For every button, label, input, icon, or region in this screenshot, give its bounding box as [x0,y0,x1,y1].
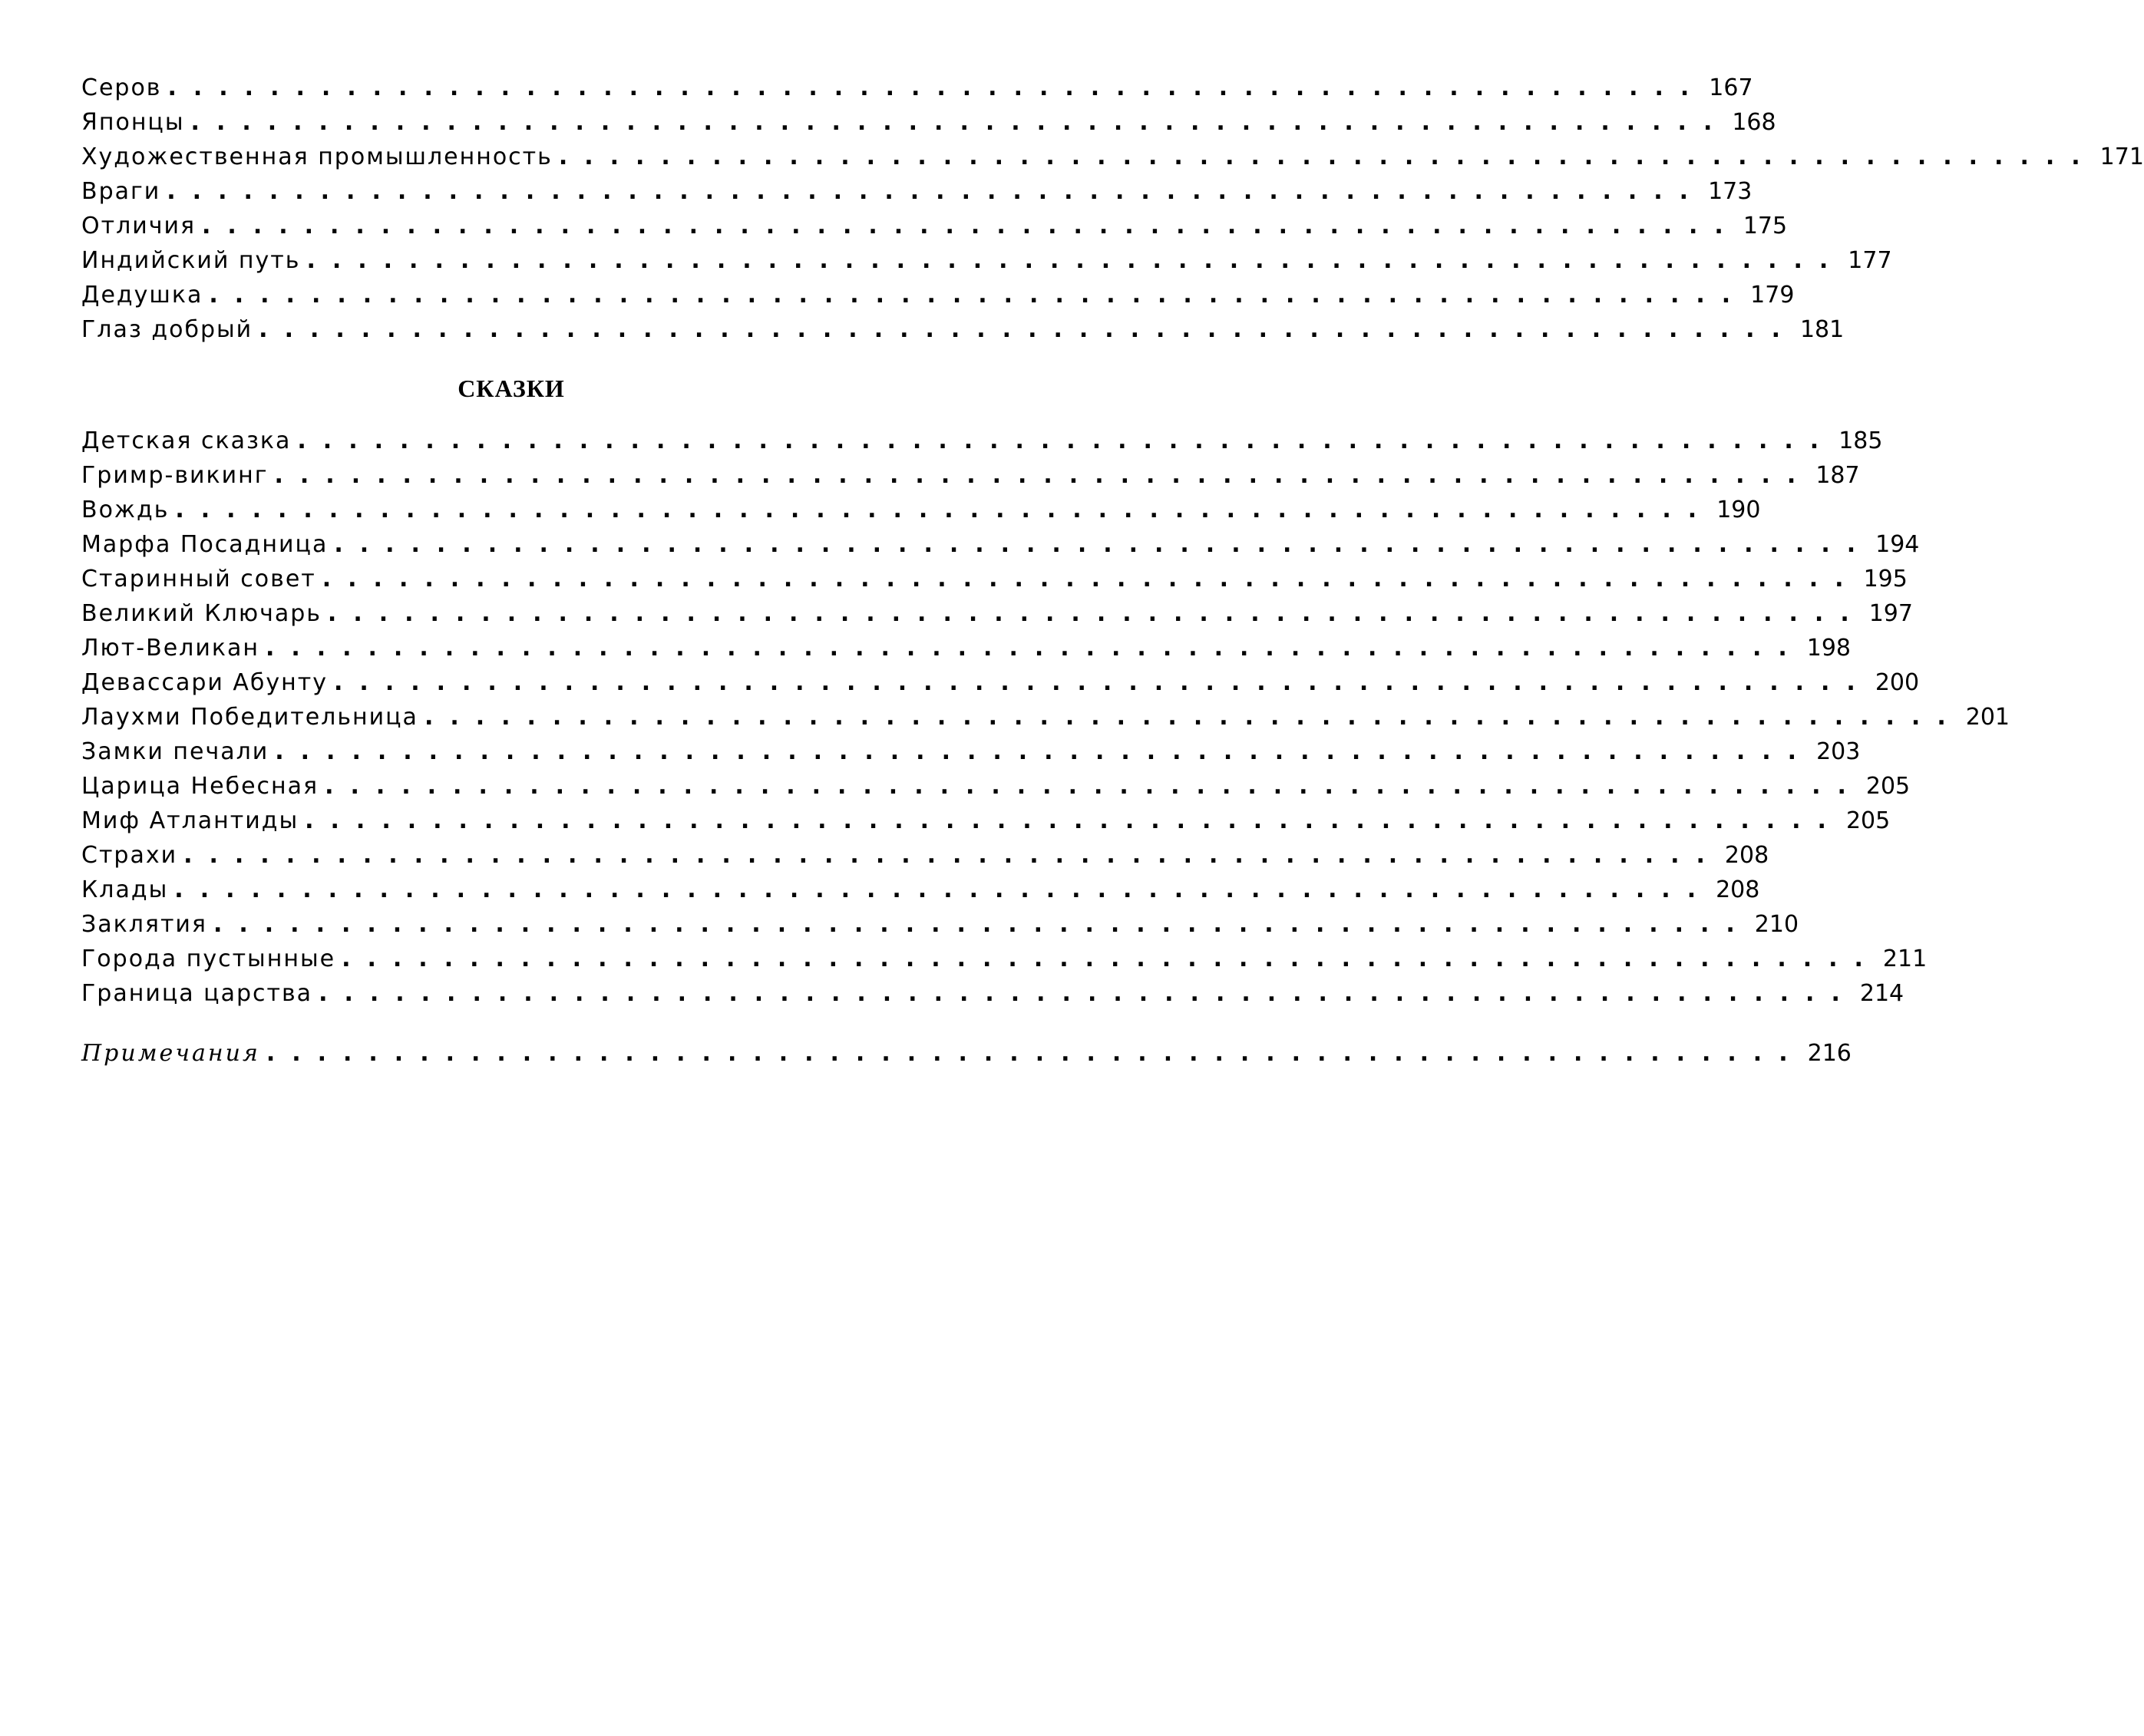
entry-title: Художественная промышленность [81,144,553,170]
entry-page-number: 197 [1868,600,1913,627]
section-heading-tales: СКАЗКИ [458,375,565,402]
toc-entry[interactable] [81,700,2010,734]
toc-entry[interactable] [81,209,1788,243]
dot-leader: ............................................................ [175,497,1714,523]
entry-title: Японцы [81,109,185,136]
dot-leader: ............................................................ [274,462,1813,489]
toc-entry[interactable] [81,907,1799,942]
toc-entry[interactable] [81,71,1753,105]
dot-leader: ............................................................ [202,213,1740,239]
toc-entry-notes[interactable] [81,1036,1852,1071]
entry-title: Царица Небесная [81,773,319,800]
dot-leader: ............................................................ [322,566,1861,592]
entry-page-number: 201 [1965,704,2010,731]
entry-page-number: 177 [1848,247,1892,274]
dot-leader: ............................................................ [297,427,1836,454]
dot-leader: ............................................................ [265,635,1804,662]
entry-title: Вождь [81,497,170,523]
entry-page-number: 214 [1859,980,1904,1007]
entry-title: Страхи [81,842,178,869]
entry-page-number: 216 [1807,1040,1852,1067]
dot-leader: ............................................................ [213,911,1752,938]
dot-leader: ............................................................ [174,876,1713,903]
entry-title: Миф Атлантиды [81,807,299,834]
entry-page-number: 205 [1845,807,1891,834]
toc-entry[interactable] [81,631,1852,665]
entry-page-number: 203 [1816,738,1861,765]
toc-entry[interactable] [81,976,1904,1011]
toc-list-tales [81,424,2010,1011]
dot-leader: ............................................................ [334,669,1872,696]
entry-page-number: 210 [1754,911,1799,938]
entry-page-number: 167 [1709,74,1753,101]
entry-title: Города пустынные [81,946,336,972]
entry-title: Граница царства [81,980,313,1007]
toc-entry[interactable] [81,278,1795,312]
dot-leader: ............................................................ [183,842,1722,869]
entry-title: Заклятия [81,911,207,938]
entry-page-number: 208 [1716,876,1760,903]
entry-page-number: 195 [1863,566,1908,592]
toc-entry[interactable] [81,596,1913,631]
dot-leader: ............................................................ [327,600,1866,627]
entry-title: Марфа Посадница [81,531,329,558]
entry-title: Девассари Абунту [81,669,329,696]
dot-leader: ............................................................ [209,282,1748,309]
toc-entry[interactable] [81,942,1928,976]
dot-leader: ............................................................ [558,144,2097,170]
toc-entry[interactable] [81,873,1760,907]
entry-title: Замки печали [81,738,269,765]
entry-page-number: 194 [1875,531,1920,558]
dot-leader: ............................................................ [319,980,1857,1007]
toc-entry[interactable] [81,312,1845,347]
toc-entry[interactable] [81,804,1891,838]
dot-leader: ............................................................ [334,531,1873,558]
entry-title: Гримр-викинг [81,462,269,489]
entry-page-number: 179 [1750,282,1795,309]
entry-page-number: 173 [1708,178,1753,205]
dot-leader: ............................................................ [167,74,1706,101]
dot-leader: ............................................................ [190,109,1729,136]
entry-title: Примечания [81,1040,260,1067]
entry-page-number: 175 [1743,213,1788,239]
toc-entry[interactable] [81,562,1908,596]
entry-title: Лаухми Победительница [81,704,418,731]
entry-title: Лют-Великан [81,635,259,662]
dot-leader: ............................................................ [167,178,1706,205]
toc-entry[interactable] [81,734,1861,769]
entry-title: Детская сказка [81,427,292,454]
entry-title: Индийский путь [81,247,301,274]
dot-leader: ............................................................ [275,738,1814,765]
toc-entry[interactable] [81,174,1753,209]
entry-title: Отличия [81,213,197,239]
toc-entry[interactable] [81,665,1920,700]
entry-page-number: 205 [1865,773,1911,800]
toc-entry[interactable] [81,140,2144,174]
entry-title: Дедушка [81,282,203,309]
entry-title: Серов [81,74,162,101]
entry-page-number: 181 [1799,316,1845,343]
entry-title: Великий Ключарь [81,600,322,627]
toc-entry[interactable] [81,458,1860,493]
entry-title: Враги [81,178,161,205]
toc-entry[interactable] [81,424,1883,458]
toc-entry[interactable] [81,105,1776,140]
entry-title: Клады [81,876,169,903]
entry-page-number: 168 [1732,109,1776,136]
toc-list-essays [81,71,2144,347]
dot-leader: ............................................................ [305,807,1843,834]
dot-leader: ............................................................ [325,773,1863,800]
toc-entry[interactable] [81,527,1920,562]
entry-page-number: 211 [1882,946,1928,972]
entry-page-number: 208 [1724,842,1769,869]
entry-page-number: 185 [1838,427,1883,454]
toc-entry[interactable] [81,493,1761,527]
entry-page-number: 190 [1716,497,1761,523]
toc-entry[interactable] [81,769,1911,804]
entry-title: Глаз добрый [81,316,253,343]
entry-title: Старинный совет [81,566,316,592]
entry-page-number: 200 [1875,669,1920,696]
dot-leader: ............................................................ [424,704,1963,731]
dot-leader: ............................................................ [306,247,1845,274]
entry-page-number: 171 [2099,144,2144,170]
toc-list-notes [81,1036,1852,1071]
dot-leader: ............................................................ [259,316,1797,343]
toc-entry[interactable] [81,243,1892,278]
dot-leader: ............................................................ [266,1040,1805,1067]
dot-leader: ............................................................ [342,946,1880,972]
entry-page-number: 198 [1806,635,1852,662]
toc-entry[interactable] [81,838,1769,873]
entry-page-number: 187 [1815,462,1860,489]
